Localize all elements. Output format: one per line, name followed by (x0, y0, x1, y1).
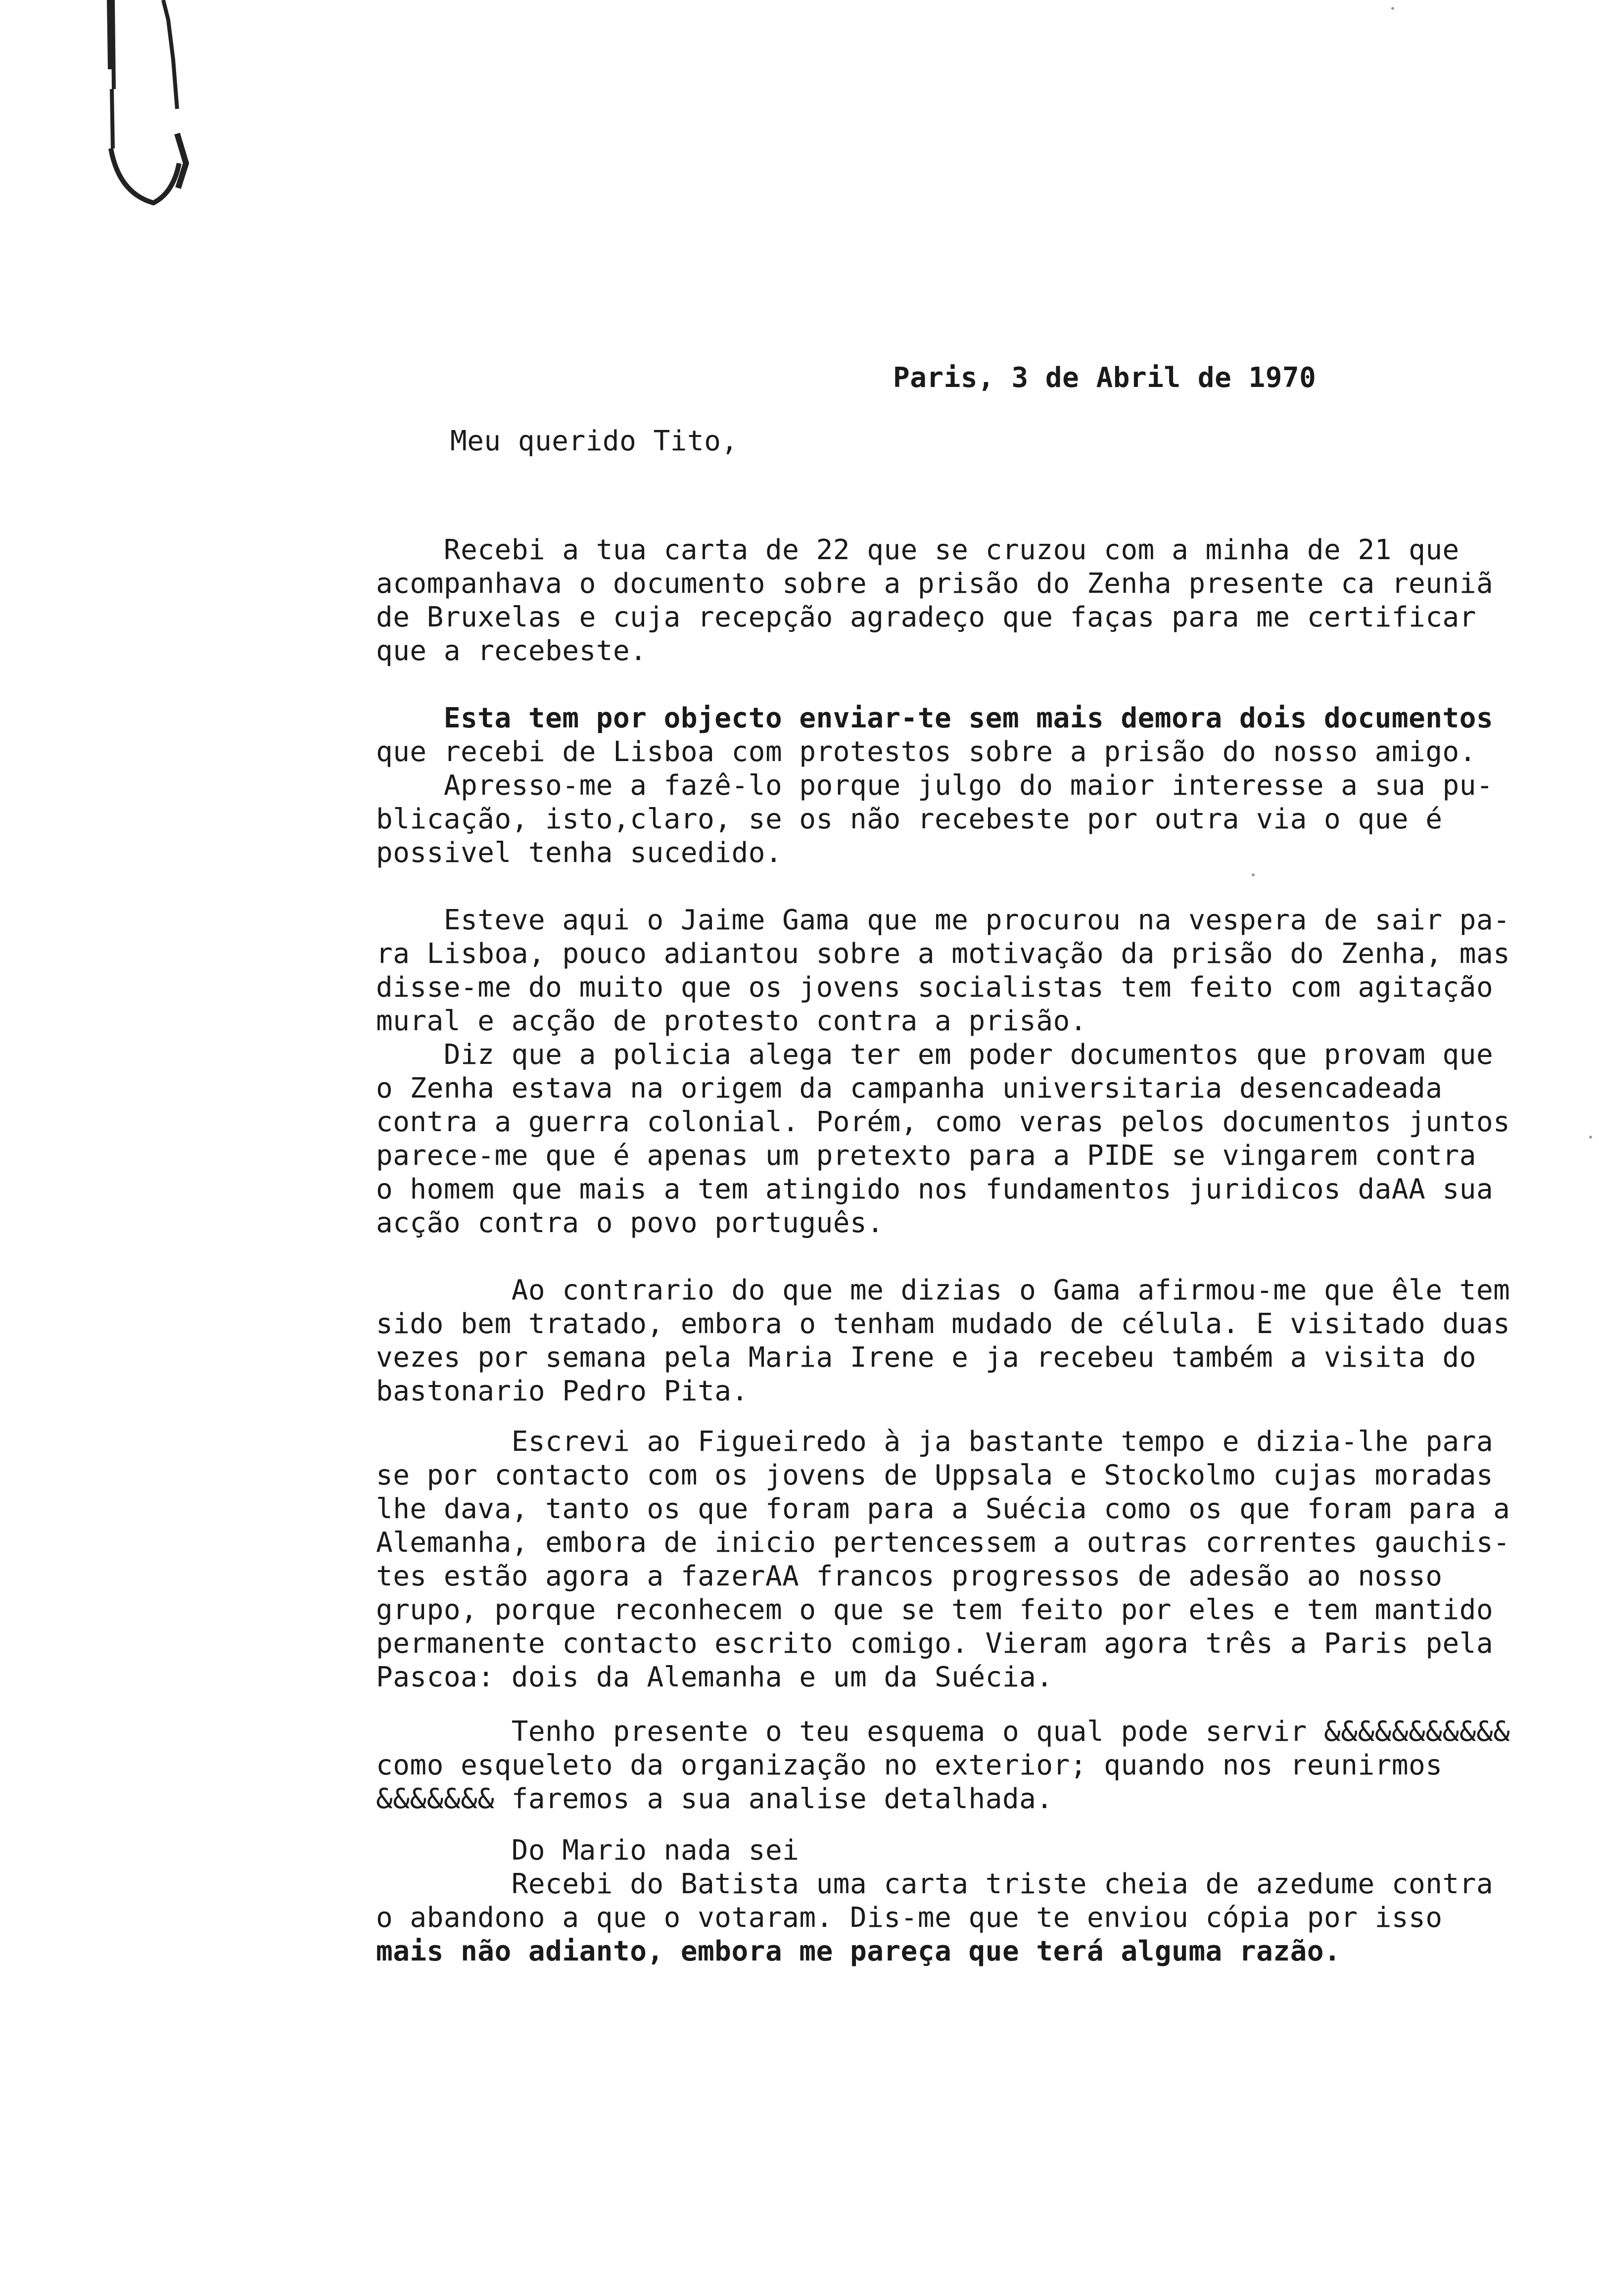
letter-line: Alemanha, embora de inicio pertencessem a outras correntes gauchis- (376, 1527, 1510, 1559)
letter-line: acompanhava o documento sobre a prisão do Zenha presente ca reuniã (376, 568, 1494, 600)
letter-line: o homem que mais a tem atingido nos fundamentos juridicos daAA sua (376, 1173, 1494, 1205)
letter-line: vezes por semana pela Maria Irene e ja recebeu também a visita do (376, 1341, 1476, 1374)
binder-clip-mark (99, 0, 208, 218)
letter-line: sido bem tratado, embora o tenham mudado de célula. E visitado duas (376, 1308, 1510, 1340)
letter-line: ra Lisboa, pouco adiantou sobre a motivação da prisão do Zenha, mas (376, 938, 1510, 970)
letter-line: possivel tenha sucedido. (376, 837, 783, 869)
letter-line: Diz que a policia alega ter em poder documentos que provam que (376, 1039, 1494, 1071)
letter-line: contra a guerra colonial. Porém, como veras pelos documentos juntos (376, 1106, 1510, 1138)
letter-line: bastonario Pedro Pita. (376, 1375, 749, 1407)
letter-line: grupo, porque reconhecem o que se tem feito por eles e tem mantido (376, 1594, 1494, 1626)
letter-line: Esta tem por objecto enviar-te sem mais demora dois documentos (376, 702, 1494, 734)
letter-line: o Zenha estava na origem da campanha universitaria desencadeada (376, 1072, 1443, 1104)
letter-line: Do Mario nada sei (376, 1834, 800, 1866)
letter-line: que recebi de Lisboa com protestos sobre a prisão do nosso amigo. (376, 736, 1476, 768)
scan-speck (1589, 1136, 1592, 1139)
dateline: Paris, 3 de Abril de 1970 (893, 362, 1317, 394)
letter-line: parece-me que é apenas um pretexto para a PIDE se vingarem contra (376, 1140, 1476, 1172)
letter-line: de Bruxelas e cuja recepção agradeço que faças para me certificar (376, 601, 1476, 633)
letter-line: Ao contrario do que me dizias o Gama afirmou-me que êle tem (376, 1274, 1510, 1306)
letter-line: mais não adianto, embora me pareça que terá alguma razão. (376, 1935, 1341, 1967)
letter-line: blicação, isto,claro, se os não recebeste por outra via o que é (376, 803, 1443, 835)
letter-line: Escrevi ao Figueiredo à ja bastante tempo e dizia-lhe para (376, 1426, 1494, 1458)
letter-line: Tenho presente o teu esquema o qual pode servir &&&&&&&&&&& (376, 1716, 1510, 1748)
letter-line: &&&&&&& faremos a sua analise detalhada. (376, 1783, 1053, 1815)
letter-line: permanente contacto escrito comigo. Vieram agora três a Paris pela (376, 1627, 1494, 1660)
scan-speck (1391, 7, 1394, 10)
letter-line: tes estão agora a fazerAA francos progressos de adesão ao nosso (376, 1560, 1443, 1592)
letter-line: Recebi a tua carta de 22 que se cruzou com a minha de 21 que (376, 534, 1459, 566)
letter-line: acção contra o povo português. (376, 1207, 884, 1239)
letter-line: como esqueleto da organização no exterior; quando nos reunirmos (376, 1749, 1443, 1781)
letter-line: que a recebeste. (376, 635, 647, 667)
scan-speck (1252, 873, 1255, 876)
salutation: Meu querido Tito, (450, 425, 738, 457)
letter-line: lhe dava, tanto os que foram para a Suécia como os que foram para a (376, 1493, 1510, 1525)
letter-line: Apresso-me a fazê-lo porque julgo do maior interesse a sua pu- (376, 769, 1494, 802)
letter-line: o abandono a que o votaram. Dis-me que te enviou cópia por isso (376, 1902, 1443, 1934)
letter-line: Pascoa: dois da Alemanha e um da Suécia. (376, 1661, 1053, 1693)
letter-line: mural e acção de protesto contra a prisão. (376, 1005, 1087, 1037)
letter-line: Esteve aqui o Jaime Gama que me procurou na vespera de sair pa- (376, 904, 1510, 936)
letter-line: se por contacto com os jovens de Uppsala e Stockolmo cujas moradas (376, 1459, 1494, 1491)
letter-line: disse-me do muito que os jovens socialistas tem feito com agitação (376, 971, 1494, 1004)
letter-line: Recebi do Batista uma carta triste cheia de azedume contra (376, 1868, 1494, 1900)
